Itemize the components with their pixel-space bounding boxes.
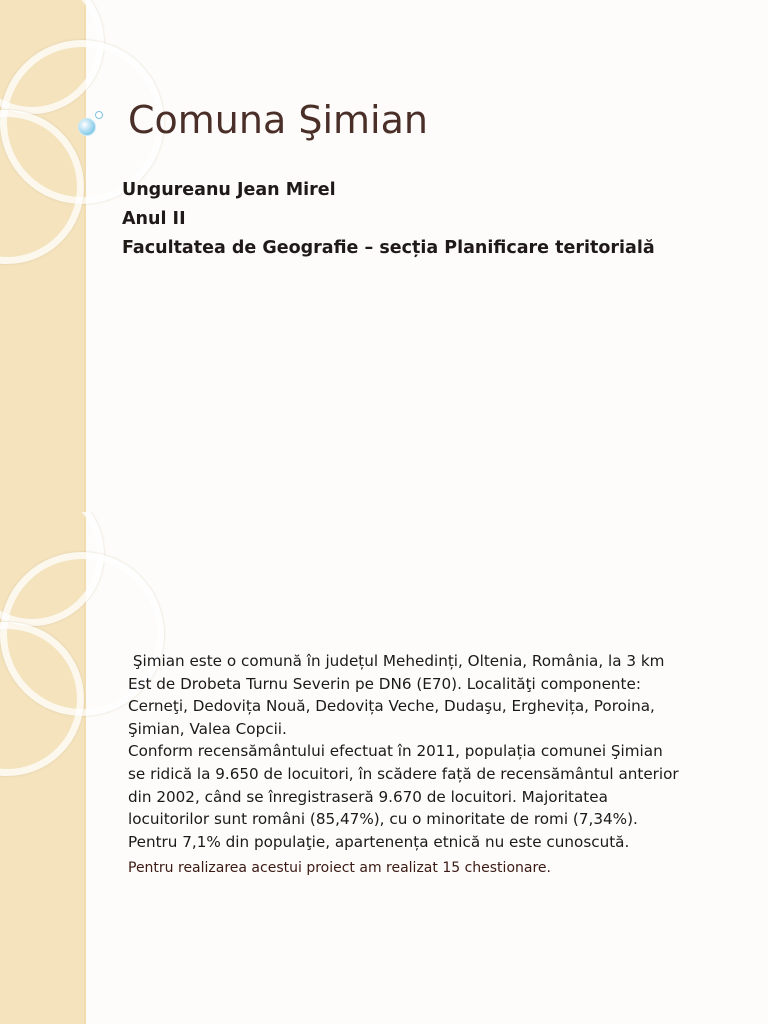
text-line: Est de Drobeta Turnu Severin pe DN6 (E70). Localităţi componente: (128, 674, 641, 693)
decorative-bubble (95, 111, 103, 119)
text-line: locuitorilor sunt români (85,47%), cu o minoritate de romi (7,34%). (128, 810, 638, 829)
text-line: Conform recensământului efectuat în 2011, populația comunei Şimian (128, 742, 663, 761)
faculty-line: Facultatea de Geografie – secția Planificare teritorială (122, 238, 655, 258)
author-name: Ungureanu Jean Mirel (122, 180, 336, 200)
text-line: din 2002, când se înregistraseră 9.670 de locuitori. Majoritatea (128, 787, 608, 806)
commune-description (128, 650, 753, 853)
text-line: Şimian este o comună în județul Mehedinți, Oltenia, România, la 3 km (128, 652, 665, 670)
text-line: Şimian, Valea Copcii. (128, 719, 287, 738)
page-title: Comuna Şimian (128, 98, 428, 142)
study-year: Anul II (122, 209, 186, 229)
text-line: se ridică la 9.650 de locuitori, în scădere față de recensământul anterior (128, 764, 679, 783)
questionnaire-note: Pentru realizarea acestui proiect am realizat 15 chestionare. (128, 860, 551, 876)
text-line: Pentru 7,1% din populaţie, apartenența etnică nu este cunoscută. (128, 832, 630, 851)
text-line: Cerneţi, Dedovița Nouă, Dedovița Veche, Dudaşu, Erghevița, Poroina, (128, 697, 655, 716)
author-info (122, 176, 742, 263)
decorative-bubble (78, 118, 96, 136)
